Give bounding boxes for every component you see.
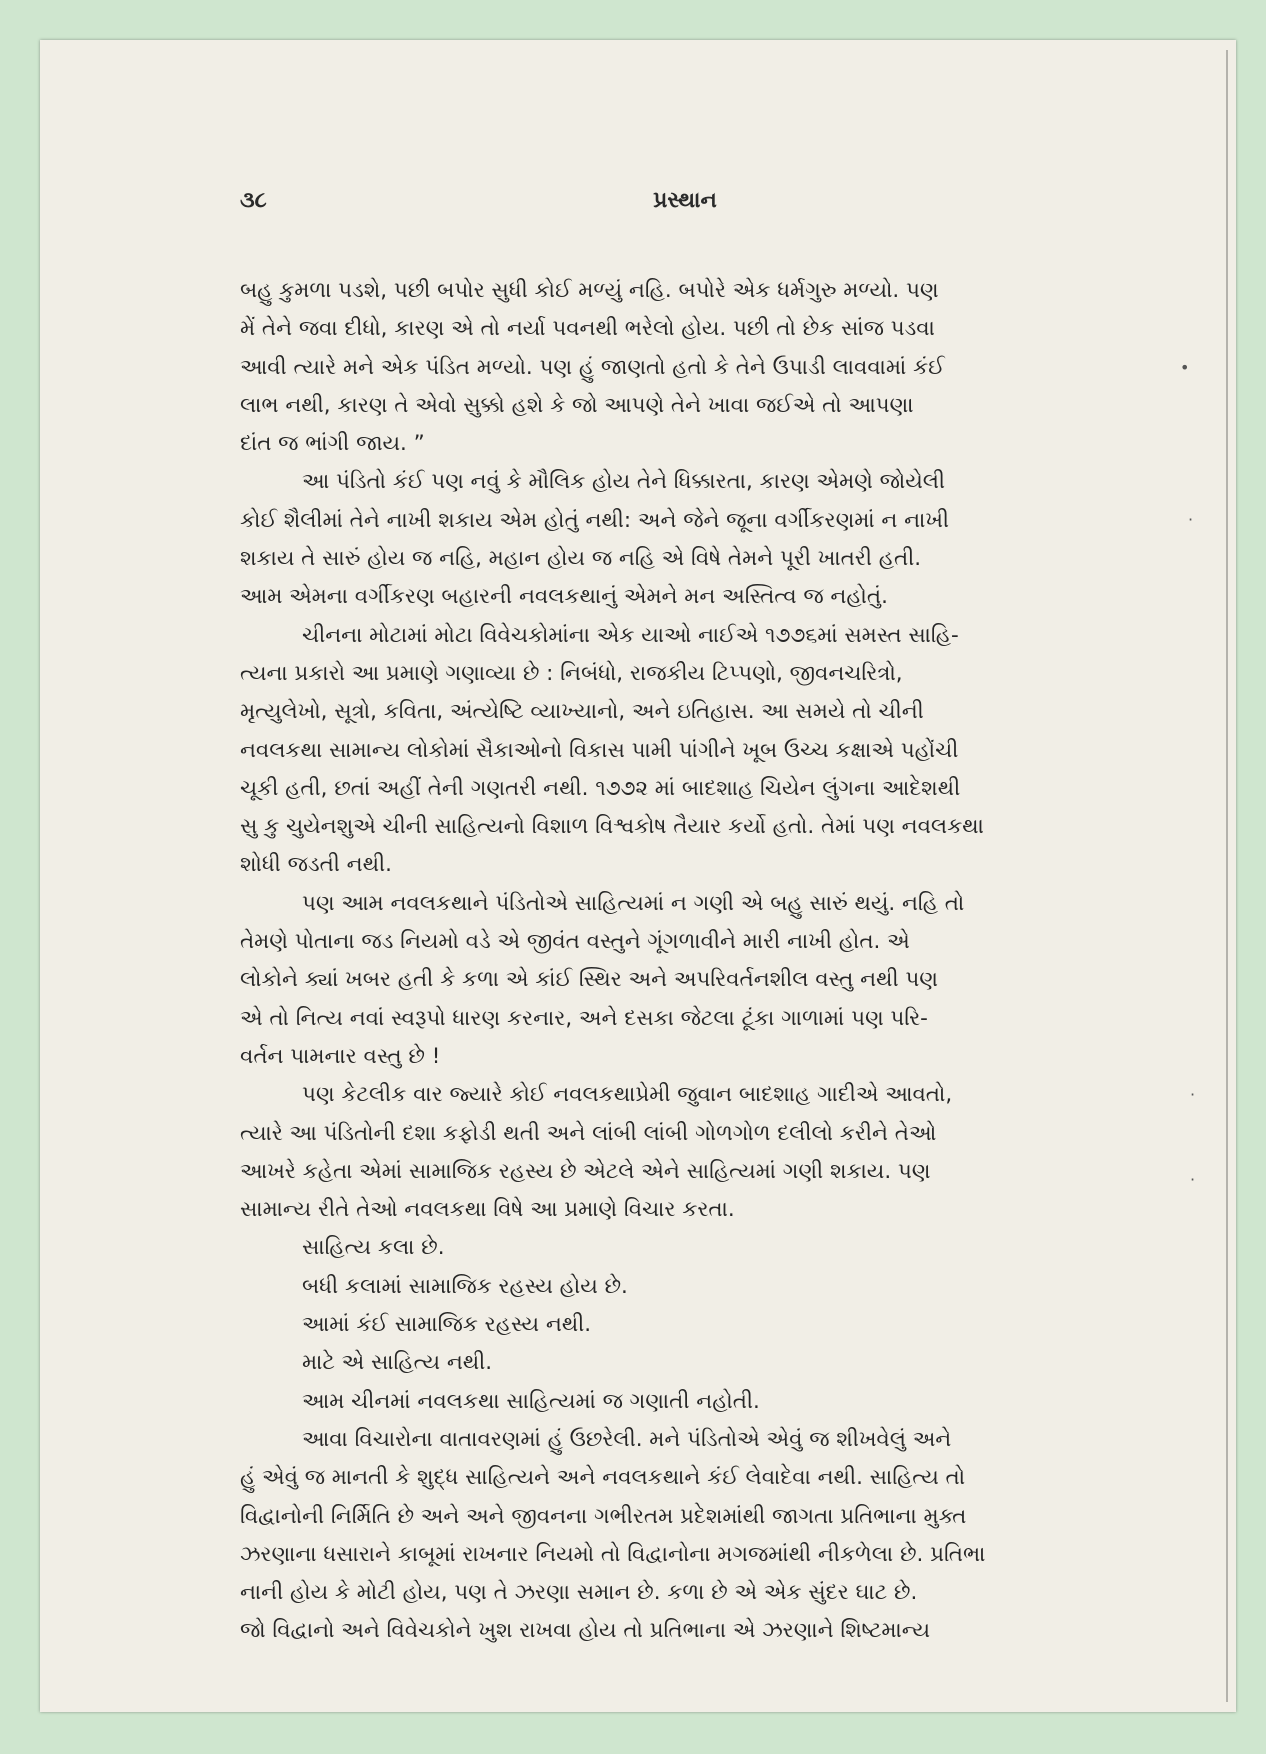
text-line: મેં તેને જવા દીધો, કારણ એ તો નર્યા પવનથી ભરેલો હોય. પછી તો છેક સાંજ પડવા [240, 316, 935, 342]
text-line: હું એવું જ માનતી કે શુદ્ધ સાહિત્યને અને નવલકથાને કંઈ લેવાદેવા નથી. સાહિત્ય તો [240, 1465, 966, 1491]
text-line: દાંત જ ભાંગી જાય. ” [240, 431, 425, 457]
text-line: નવલકથા સામાન્ય લોકોમાં સૈકાઓનો વિકાસ પામી પાંગીને ખૂબ ઉચ્ચ કક્ષાએ પહોંચી [240, 737, 959, 763]
text-line: તેમણે પોતાના જડ નિયમો વડે એ જીવંત વસ્તુને ગૂંગળાવીને મારી નાખી હોત. એ [240, 929, 910, 955]
text-line: ત્યના પ્રકારો આ પ્રમાણે ગણાવ્યા છે : નિબંધો, રાજકીય ટિપ્પણો, જીવનચરિત્રો, [240, 660, 903, 686]
text-line: કોઈ શૈલીમાં તેને નાખી શકાય એમ હોતું નથી: અને જેને જૂના વર્ગીકરણમાં ન નાખી [240, 507, 950, 533]
text-line: સુ કુ ચુયેનશુએ ચીની સાહિત્યનો વિશાળ વિશ્વકોષ તૈયાર કર્યો હતો. તેમાં પણ નવલકથા [240, 814, 984, 840]
text-line: ઝરણાના ધસારાને કાબૂમાં રાખનાર નિયમો તો વિદ્વાનોના મગજમાંથી નીકળેલા છે. પ્રતિભા [240, 1541, 986, 1567]
text-line: વિદ્વાનોની નિર્મિતિ છે અને અને જીવનના ગભીરતમ પ્રદેશમાંથી જાગતા પ્રતિભાના મુક્ત [240, 1503, 967, 1529]
text-line: આ પંડિતો કંઈ પણ નવું કે મૌલિક હોય તેને ધિક્કારતા, કારણ એમણે જોયેલી [302, 469, 946, 495]
margin-speck: • [1180, 358, 1190, 377]
text-line: આખરે કહેતા એમાં સામાજિક રહસ્ય છે એટલે એને સાહિત્યમાં ગણી શકાય. પણ [240, 1158, 931, 1184]
text-line: આમાં કંઈ સામાજિક રહસ્ય નથી. [302, 1312, 592, 1338]
text-line: ત્યારે આ પંડિતોની દશા કફોડી થતી અને લાંબી લાંબી ગોળગોળ દલીલો કરીને તેઓ [240, 1120, 937, 1146]
text-line: લોકોને ક્યાં ખબર હતી કે કળા એ કાંઈ સ્થિર અને અપરિવર્તનશીલ વસ્તુ નથી પણ [240, 967, 938, 993]
text-line: સાહિત્ય કલા છે. [302, 1235, 445, 1261]
text-line: વર્તન પામનાર વસ્તુ છે ! [240, 1043, 441, 1069]
text-line: શકાય તે સારું હોય જ નહિ, મહાન હોય જ નહિ એ વિષે તેમને પૂરી ખાતરી હતી. [240, 546, 922, 572]
text-line: આમ ચીનમાં નવલકથા સાહિત્યમાં જ ગણાતી નહોતી. [302, 1388, 760, 1414]
body-text [240, 272, 1110, 1651]
text-line: સામાન્ય રીતે તેઓ નવલકથા વિષે આ પ્રમાણે વિચાર કરતા. [240, 1197, 735, 1223]
margin-speck: · [1190, 1085, 1196, 1104]
text-line: એ તો નિત્ય નવાં સ્વરૂપો ધારણ કરનાર, અને દસકા જેટલા ટૂંકા ગાળામાં પણ પરિ- [240, 1005, 928, 1031]
text-line: પણ કેટલીક વાર જ્યારે કોઈ નવલકથાપ્રેમી જુવાન બાદશાહ ગાદીએ આવતો, [302, 1082, 953, 1108]
text-line: માટે એ સાહિત્ય નથી. [302, 1350, 493, 1376]
text-line: લાભ નથી, કારણ તે એવો સુક્કો હશે કે જો આપણે તેને ખાવા જઈએ તો આપણા [240, 392, 914, 418]
text-line: બહુ કુમળા પડશે, પછી બપોર સુધી કોઈ મળ્યું નહિ. બપોરે એક ધર્મગુરુ મળ્યો. પણ [240, 278, 939, 303]
page-number: ૩૮ [240, 188, 267, 213]
margin-speck: · [1190, 1170, 1196, 1189]
text-line: મૃત્યુલેખો, સૂત્રો, કવિતા, અંત્યેષ્ટિ વ્યાખ્યાનો, અને ઇતિહાસ. આ સમયે તો ચીની [240, 699, 924, 725]
text-line: આવા વિચારોના વાતાવરણમાં હું ઉછરેલી. મને પંડિતોએ એવું જ શીખવેલું અને [302, 1426, 952, 1452]
margin-speck: · [1188, 510, 1194, 529]
text-line: આમ એમના વર્ગીકરણ બહારની નવલકથાનું એમને મન અસ્તિત્વ જ નહોતું. [240, 584, 888, 610]
text-line: ચૂકી હતી, છતાં અહીં તેની ગણતરી નથી. ૧૭૭૨ માં બાદશાહ ચિયેન લુંગના આદેશથી [240, 775, 961, 801]
text-line: શોધી જડતી નથી. [240, 852, 392, 878]
scanned-page [40, 40, 1236, 1712]
running-head-title: પ્રસ્થાન [653, 188, 717, 213]
text-line: આવી ત્યારે મને એક પંડિત મળ્યો. પણ હું જાણતો હતો કે તેને ઉપાડી લાવવામાં કંઈ [240, 354, 945, 380]
text-line: બધી કલામાં સામાજિક રહસ્ય હોય છે. [302, 1273, 628, 1299]
text-line: નાની હોય કે મોટી હોય, પણ તે ઝરણા સમાન છે. કળા છે એ એક સુંદર ઘાટ છે. [240, 1580, 918, 1606]
text-line: ચીનના મોટામાં મોટા વિવેચકોમાંના એક યાઓ નાઈએ ૧૭૭૬માં સમસ્ત સાહિ- [302, 622, 959, 648]
text-line: જો વિદ્વાનો અને વિવેચકોને ખુશ રાખવા હોય તો પ્રતિભાના એ ઝરણાને શિષ્ટમાન્ય [240, 1618, 930, 1644]
text-line: પણ આમ નવલકથાને પંડિતોએ સાહિત્યમાં ન ગણી એ બહુ સારું થયું. નહિ તો [302, 890, 965, 916]
